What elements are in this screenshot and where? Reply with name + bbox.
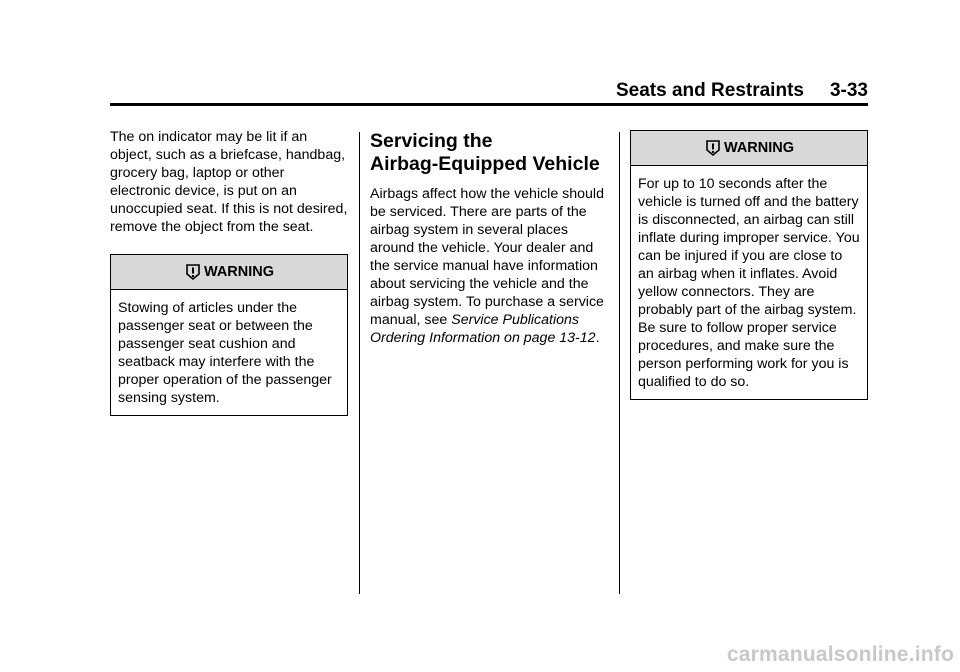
warning-header xyxy=(631,131,867,166)
warning-box-stowing xyxy=(110,254,348,416)
warning-header xyxy=(111,255,347,290)
warning-text: Stowing of articles under the passenger seat or between the passenger seat cushion and seatback may interfere with the proper operation of the passenger sensing system. xyxy=(118,300,332,406)
column-divider-left xyxy=(359,132,360,594)
column-divider-right xyxy=(619,132,620,594)
warning-box-service xyxy=(630,130,868,400)
warning-title: WARNING xyxy=(203,264,275,280)
column-middle xyxy=(370,130,606,347)
servicing-body: Airbags affect how the vehicle should be serviced. There are parts of the airbag system in several places around the vehicle. Your dealer and the service manual have information about servicing the vehicle and the airbag system. To purchase a service manual, see xyxy=(370,186,604,328)
column-left xyxy=(110,128,348,416)
heading-line-1: Servicing the xyxy=(370,130,493,152)
watermark: carmanualsonline.info xyxy=(726,643,954,666)
section-heading xyxy=(370,130,606,176)
column-right xyxy=(630,130,868,400)
warning-icon xyxy=(704,139,722,157)
warning-text: For up to 10 seconds after the vehicle is turned off and the battery is disconnected, an airbag can still inflate during improper service. You can be injured if you are close to an airbag when it inflates. Avoid yellow connectors. They are probably part of the airbag system. Be sure to follow proper service procedures, and make sure the person performing work for you is qualified to do so. xyxy=(638,176,860,390)
section-title: Seats and Restraints xyxy=(616,80,804,101)
servicing-paragraph xyxy=(370,185,606,347)
heading-line-2: Airbag-Equipped Vehicle xyxy=(370,153,600,175)
header-rule xyxy=(110,103,868,106)
cross-reference-end: . xyxy=(595,330,600,346)
page-number: 3-33 xyxy=(829,80,868,101)
warning-icon xyxy=(184,263,202,281)
page-header xyxy=(110,80,868,102)
cross-reference: Service Publications Ordering Information on page 13-12 xyxy=(370,312,596,346)
indicator-paragraph: The on indicator may be lit if an object, such as a briefcase, handbag, grocery bag, laptop or other electronic device, is put on an unoccupied seat. If this is not desired, remove the object from the seat. xyxy=(110,129,348,235)
warning-title: WARNING xyxy=(723,140,795,156)
